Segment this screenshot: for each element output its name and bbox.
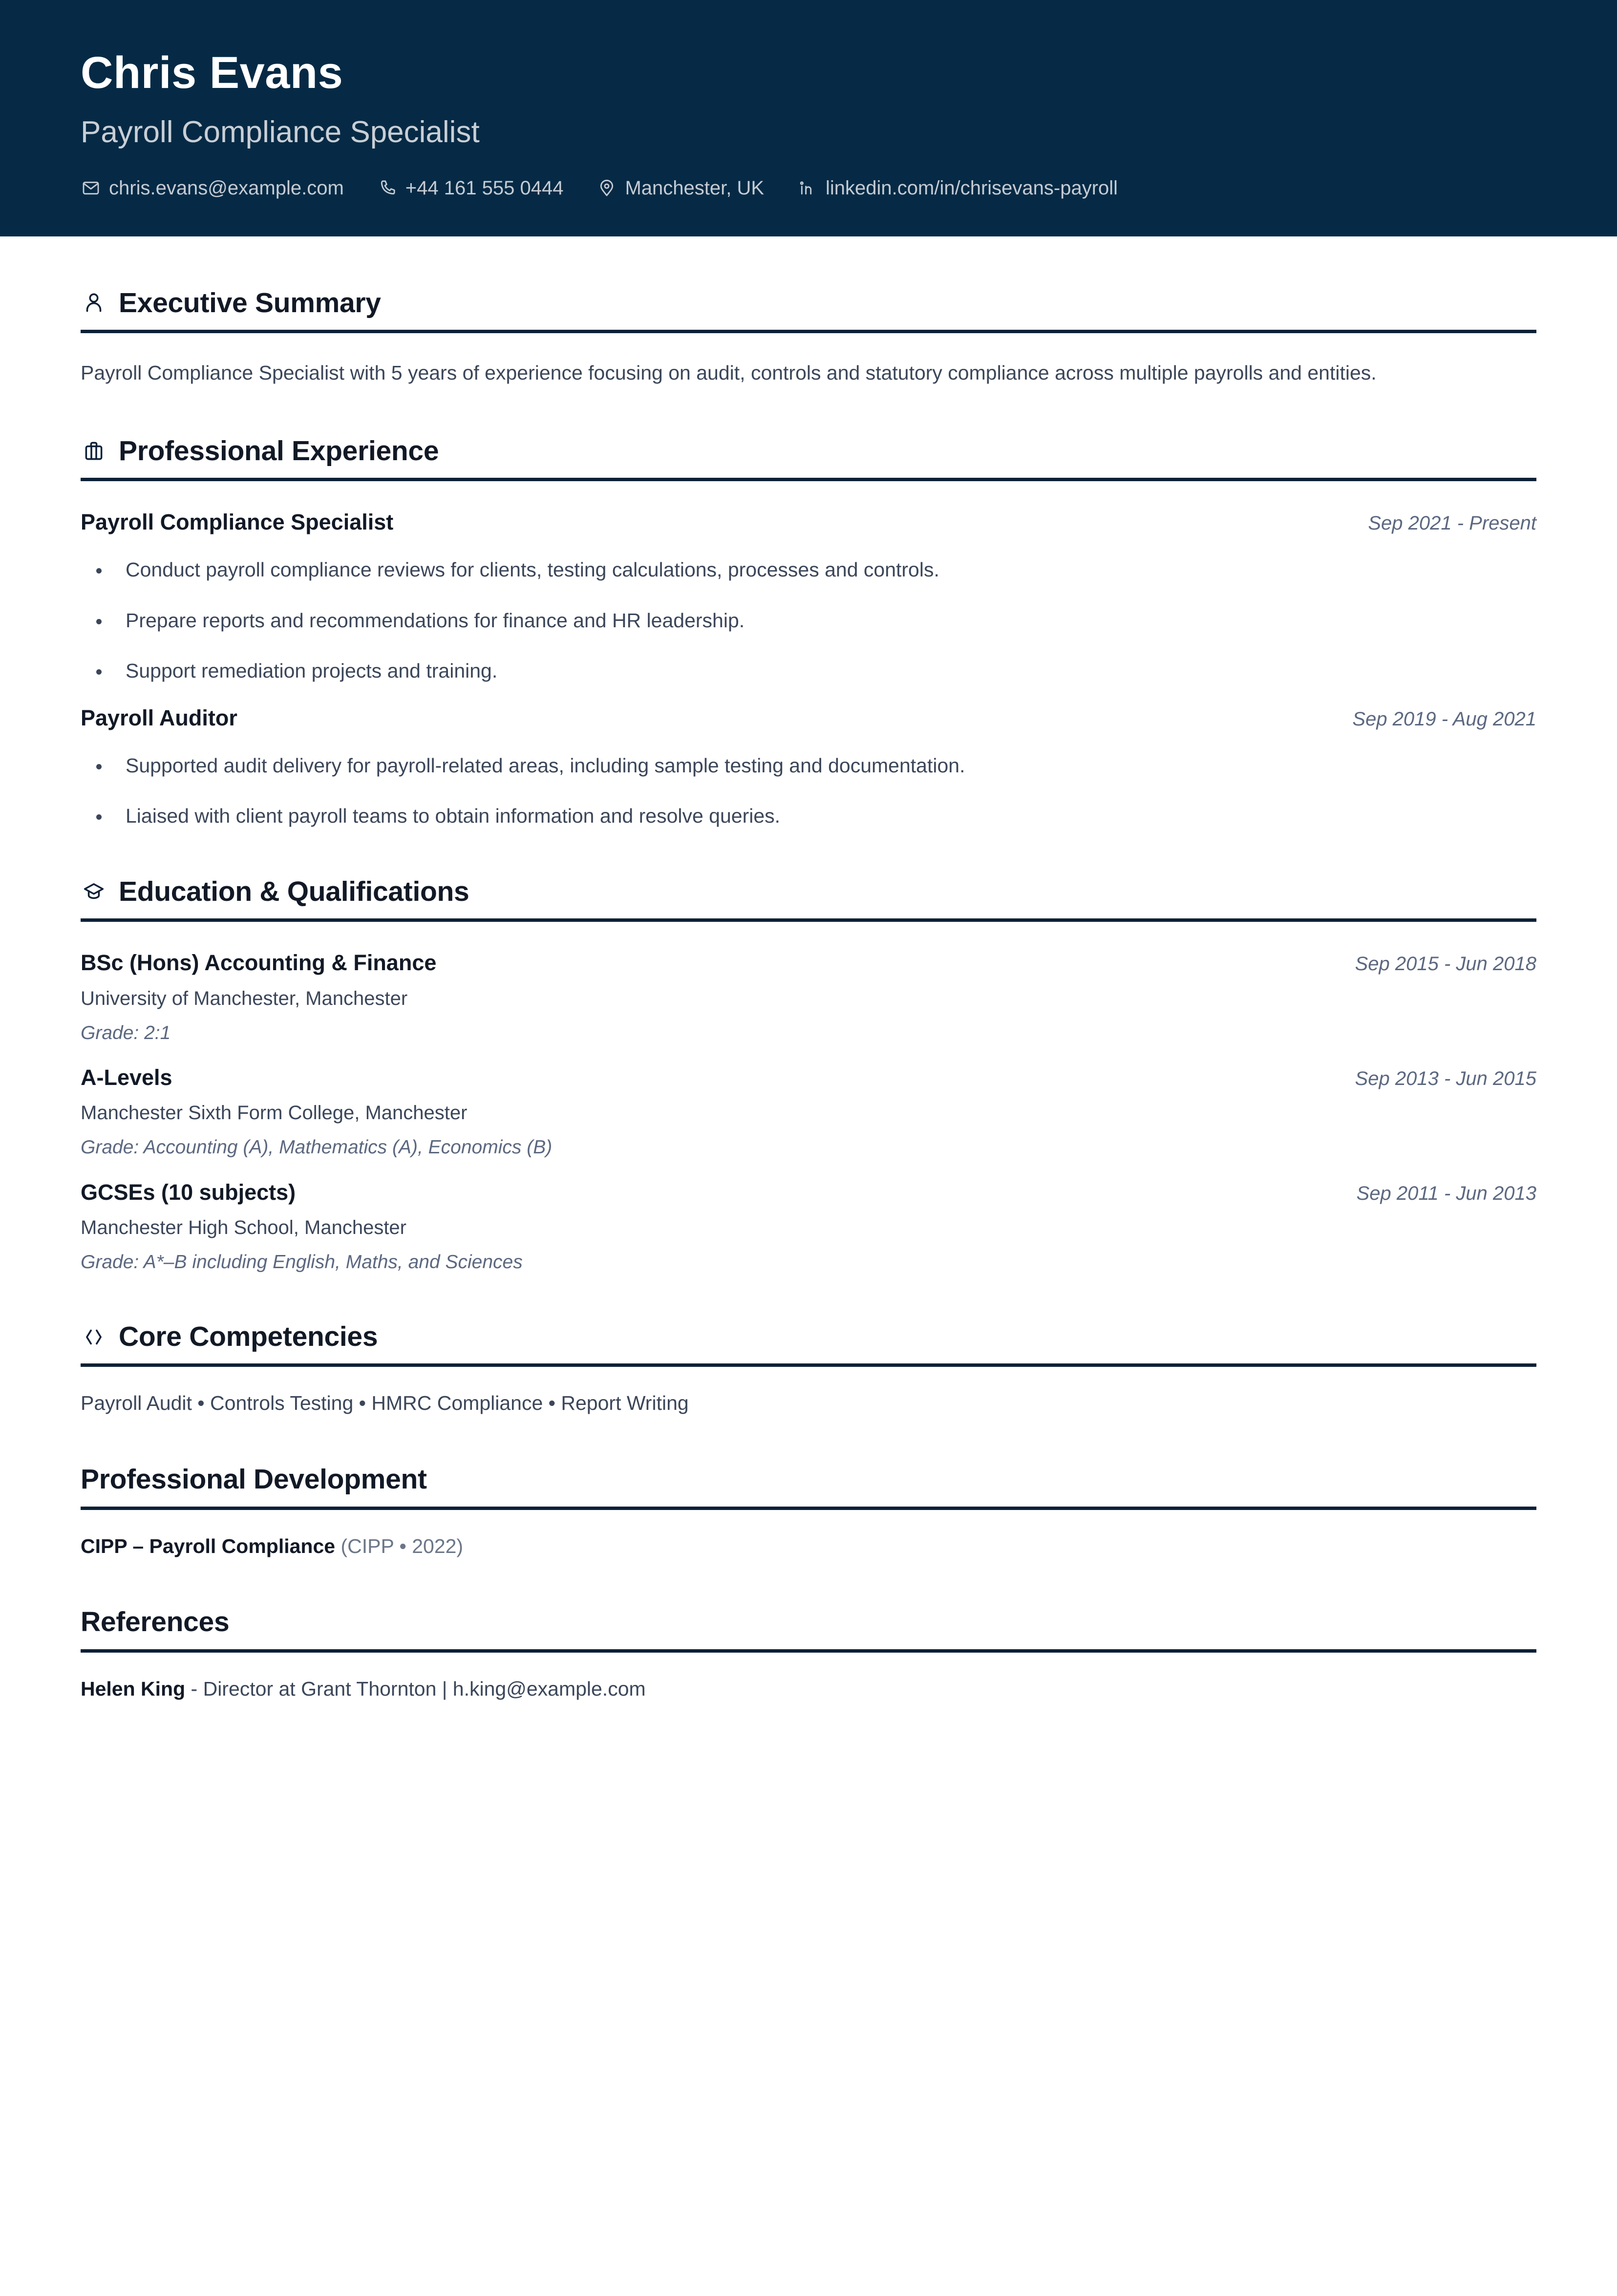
section-core-competencies xyxy=(81,1321,1536,1419)
section-header-references xyxy=(81,1606,1536,1638)
list-item: Support remediation projects and training. xyxy=(81,657,1536,685)
experience-entry xyxy=(81,509,1536,686)
graduation-cap-icon xyxy=(81,879,107,905)
education-qualification: BSc (Hons) Accounting & Finance xyxy=(81,950,437,976)
location-pin-icon xyxy=(596,178,617,198)
experience-job-title: Payroll Compliance Specialist xyxy=(81,510,394,535)
education-entry xyxy=(81,949,1536,1046)
contact-phone-text: +44 161 555 0444 xyxy=(405,177,564,199)
summary-text: Payroll Compliance Specialist with 5 years of experience focusing on audit, controls and statutory compliance across multiple payrolls and entities. xyxy=(81,361,1377,384)
education-institution: Manchester High School, Manchester xyxy=(81,1217,406,1239)
section-professional-development xyxy=(81,1464,1536,1561)
certification-name: CIPP – Payroll Compliance xyxy=(81,1534,336,1557)
education-grade: Grade: 2:1 xyxy=(81,1022,171,1043)
contact-email-text: chris.evans@example.com xyxy=(109,177,344,199)
education-dates: Sep 2011 - Jun 2013 xyxy=(1356,1183,1536,1205)
section-professional-experience xyxy=(81,435,1536,831)
education-grade: Grade: A*–B including English, Maths, and Sciences xyxy=(81,1252,523,1273)
education-dates: Sep 2013 - Jun 2015 xyxy=(1355,1068,1536,1090)
list-item: Conduct payroll compliance reviews for clients, testing calculations, processes and controls. xyxy=(81,555,1536,584)
page-title: Chris Evans xyxy=(81,48,343,98)
experience-bullet-list xyxy=(81,751,1536,831)
contact-email[interactable] xyxy=(81,178,344,198)
section-references xyxy=(81,1606,1536,1704)
contact-location[interactable] xyxy=(596,178,764,198)
section-divider xyxy=(81,1507,1536,1510)
experience-job-dates: Sep 2021 - Present xyxy=(1368,512,1536,534)
section-title-education: Education & Qualifications xyxy=(119,875,469,907)
experience-entry-header xyxy=(81,704,1536,732)
phone-icon xyxy=(377,178,398,198)
education-entry-header xyxy=(81,1064,1536,1091)
list-item: Prepare reports and recommendations for finance and HR leadership. xyxy=(81,606,1536,635)
education-entry-header xyxy=(81,949,1536,977)
resume-body xyxy=(0,287,1617,1704)
reference-item xyxy=(81,1674,1536,1704)
competencies-list: Payroll Audit • Controls Testing • HMRC Compliance • Report Writing xyxy=(81,1392,689,1415)
education-entry xyxy=(81,1179,1536,1276)
section-divider xyxy=(81,478,1536,481)
contact-info-row xyxy=(81,178,1536,198)
linkedin-icon xyxy=(797,178,818,198)
job-title-subtitle: Payroll Compliance Specialist xyxy=(81,115,480,149)
contact-phone[interactable] xyxy=(377,178,564,198)
section-divider xyxy=(81,1649,1536,1653)
reference-detail: - Director at Grant Thornton | h.king@example.com xyxy=(191,1677,646,1700)
section-header-executive-summary xyxy=(81,287,1536,319)
section-header-core-competencies xyxy=(81,1321,1536,1353)
resume-header xyxy=(0,0,1617,236)
section-title-references: References xyxy=(81,1606,230,1638)
education-grade: Grade: Accounting (A), Mathematics (A), Economics (B) xyxy=(81,1137,553,1158)
section-divider xyxy=(81,1363,1536,1367)
contact-linkedin[interactable] xyxy=(797,178,1118,198)
mail-icon xyxy=(81,178,101,198)
section-divider xyxy=(81,918,1536,922)
education-dates: Sep 2015 - Jun 2018 xyxy=(1355,953,1536,975)
section-divider xyxy=(81,330,1536,333)
reference-name: Helen King xyxy=(81,1677,186,1700)
section-header-education xyxy=(81,876,1536,908)
section-title-professional-development: Professional Development xyxy=(81,1463,427,1495)
education-entry-header xyxy=(81,1179,1536,1206)
experience-job-dates: Sep 2019 - Aug 2021 xyxy=(1352,708,1536,730)
section-title-executive-summary: Executive Summary xyxy=(119,287,381,319)
experience-job-title: Payroll Auditor xyxy=(81,705,237,730)
education-institution: University of Manchester, Manchester xyxy=(81,987,408,1009)
briefcase-icon xyxy=(81,438,107,464)
section-header-professional-experience xyxy=(81,435,1536,468)
person-icon xyxy=(81,290,107,316)
experience-bullet-list xyxy=(81,555,1536,685)
experience-entry xyxy=(81,704,1536,831)
code-brackets-icon xyxy=(81,1324,107,1350)
education-qualification: A-Levels xyxy=(81,1065,172,1090)
experience-entry-header xyxy=(81,509,1536,536)
certification-meta: (CIPP • 2022) xyxy=(340,1534,464,1557)
education-qualification: GCSEs (10 subjects) xyxy=(81,1180,296,1205)
certification-item xyxy=(81,1531,1536,1562)
section-executive-summary xyxy=(81,287,1536,390)
section-education xyxy=(81,876,1536,1276)
list-item: Supported audit delivery for payroll-related areas, including sample testing and documentation. xyxy=(81,751,1536,780)
contact-location-text: Manchester, UK xyxy=(625,177,765,199)
education-entry xyxy=(81,1064,1536,1161)
section-title-professional-experience: Professional Experience xyxy=(119,435,439,467)
list-item: Liaised with client payroll teams to obtain information and resolve queries. xyxy=(81,802,1536,830)
contact-linkedin-text: linkedin.com/in/chrisevans-payroll xyxy=(826,177,1118,199)
section-title-core-competencies: Core Competencies xyxy=(119,1320,378,1352)
education-institution: Manchester Sixth Form College, Manchester xyxy=(81,1102,468,1124)
section-header-professional-development xyxy=(81,1464,1536,1496)
